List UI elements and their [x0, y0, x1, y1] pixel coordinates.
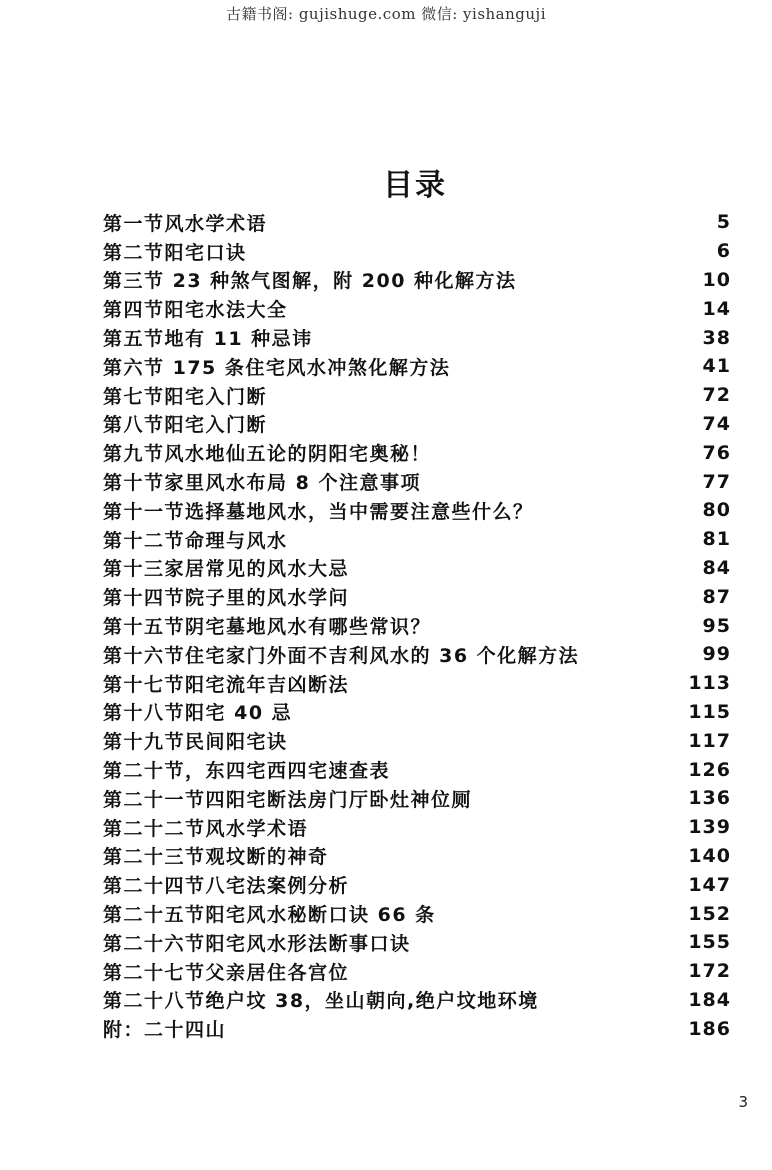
toc-entry-page: 87: [702, 585, 731, 608]
toc-entry: [103, 755, 731, 784]
toc-entry: [103, 352, 731, 381]
toc-entry: [103, 582, 731, 611]
toc-entry-title: 第二十节，东四宅西四宅速查表: [103, 760, 391, 783]
toc-entry: [103, 554, 731, 583]
toc-entry-title: 第五节地有 11 种忌讳: [103, 328, 313, 351]
toc-entry-page: 139: [688, 816, 731, 839]
toc-entry-page: 6: [716, 240, 731, 263]
toc-entry-title: 第二十六节阳宅风水形法断事口诀: [103, 932, 411, 955]
toc-entry: [103, 1014, 731, 1043]
site-header: 古籍书阁: gujishuge.com 微信: yishanguji: [226, 5, 546, 23]
toc-entry-page: 136: [688, 787, 731, 810]
toc-entry: [103, 784, 731, 813]
toc-entry-title: 第一节风水学术语: [103, 212, 268, 235]
toc-entry: [103, 525, 731, 554]
toc-entry-title: 第十一节选择墓地风水，当中需要注意些什么？: [103, 500, 534, 523]
toc-entry-page: 155: [688, 931, 731, 954]
toc-entry: [103, 323, 731, 352]
toc-entry-page: 95: [702, 614, 731, 637]
toc-entry-title: 第二十一节四阳宅断法房门厅卧灶神位厕: [103, 788, 473, 811]
toc-entry-page: 77: [702, 470, 731, 493]
toc-entry: [103, 467, 731, 496]
toc-entry-page: 186: [688, 1017, 731, 1040]
toc-entry: [103, 928, 731, 957]
toc-entry-title: 第三节 23 种煞气图解，附 200 种化解方法: [103, 270, 517, 293]
toc-entry: [103, 698, 731, 727]
toc-entry: [103, 669, 731, 698]
toc-entry: [103, 640, 731, 669]
toc-entry: [103, 899, 731, 928]
toc-entry-title: 第二十七节父亲居住各宫位: [103, 961, 350, 984]
toc-entry-page: 184: [688, 988, 731, 1011]
toc-entry: [103, 294, 731, 323]
toc-entry-title: 第九节风水地仙五论的阴阳宅奥秘！: [103, 443, 432, 466]
toc-entry-title: 附：二十四山: [103, 1019, 227, 1042]
toc-entry-page: 38: [702, 326, 731, 349]
toc-entry-title: 第十节家里风水布局 8 个注意事项: [103, 472, 421, 495]
table-of-contents: [103, 208, 731, 1043]
toc-entry-title: 第二十二节风水学术语: [103, 817, 309, 840]
toc-entry-title: 第十四节院子里的风水学问: [103, 587, 350, 610]
toc-entry: [103, 986, 731, 1015]
toc-entry: [103, 381, 731, 410]
toc-entry-page: 147: [688, 873, 731, 896]
toc-entry: [103, 266, 731, 295]
toc-entry: [103, 957, 731, 986]
toc-entry-title: 第十六节住宅家门外面不吉利风水的 36 个化解方法: [103, 644, 580, 667]
toc-entry-title: 第二节阳宅口诀: [103, 241, 247, 264]
toc-entry-title: 第二十四节八宅法案例分析: [103, 875, 350, 898]
page-number: 3: [738, 1093, 748, 1111]
toc-entry-page: 113: [688, 672, 731, 695]
toc-entry: [103, 813, 731, 842]
toc-entry-title: 第十九节民间阳宅诀: [103, 731, 288, 754]
toc-entry-page: 117: [688, 729, 731, 752]
toc-entry-page: 152: [688, 902, 731, 925]
toc-entry-page: 84: [702, 556, 731, 579]
toc-entry-page: 80: [702, 499, 731, 522]
toc-entry-title: 第二十五节阳宅风水秘断口诀 66 条: [103, 904, 436, 927]
toc-entry: [103, 496, 731, 525]
toc-entry-title: 第二十三节观坟断的神奇: [103, 846, 329, 869]
toc-entry: [103, 611, 731, 640]
toc-entry: [103, 842, 731, 871]
toc-entry-page: 172: [688, 960, 731, 983]
toc-entry-title: 第十七节阳宅流年吉凶断法: [103, 673, 350, 696]
toc-entry-page: 10: [702, 268, 731, 291]
toc-heading: 目录: [383, 168, 447, 203]
toc-entry-page: 140: [688, 844, 731, 867]
toc-entry-title: 第十二节命理与风水: [103, 529, 288, 552]
toc-entry: [103, 237, 731, 266]
toc-entry-page: 99: [702, 643, 731, 666]
toc-entry-page: 5: [716, 211, 731, 234]
toc-entry-page: 41: [702, 355, 731, 378]
toc-entry-title: 第十三家居常见的风水大忌: [103, 558, 350, 581]
toc-entry: [103, 410, 731, 439]
toc-entry-title: 第十五节阴宅墓地风水有哪些常识？: [103, 616, 432, 639]
toc-entry-page: 81: [702, 528, 731, 551]
toc-entry-page: 14: [702, 297, 731, 320]
toc-entry-page: 115: [688, 700, 731, 723]
toc-entry-page: 72: [702, 384, 731, 407]
toc-entry-title: 第六节 175 条住宅风水冲煞化解方法: [103, 356, 451, 379]
toc-entry-title: 第四节阳宅水法大全: [103, 299, 288, 322]
toc-entry-page: 74: [702, 412, 731, 435]
toc-entry: [103, 208, 731, 237]
toc-entry: [103, 870, 731, 899]
toc-entry: [103, 438, 731, 467]
toc-entry-title: 第二十八节绝户坟 38，坐山朝向,绝户坟地环境: [103, 990, 539, 1013]
toc-entry: [103, 726, 731, 755]
toc-entry-page: 126: [688, 758, 731, 781]
toc-entry-page: 76: [702, 441, 731, 464]
toc-entry-title: 第十八节阳宅 40 忌: [103, 702, 293, 725]
toc-entry-title: 第七节阳宅入门断: [103, 385, 268, 408]
toc-entry-title: 第八节阳宅入门断: [103, 414, 268, 437]
